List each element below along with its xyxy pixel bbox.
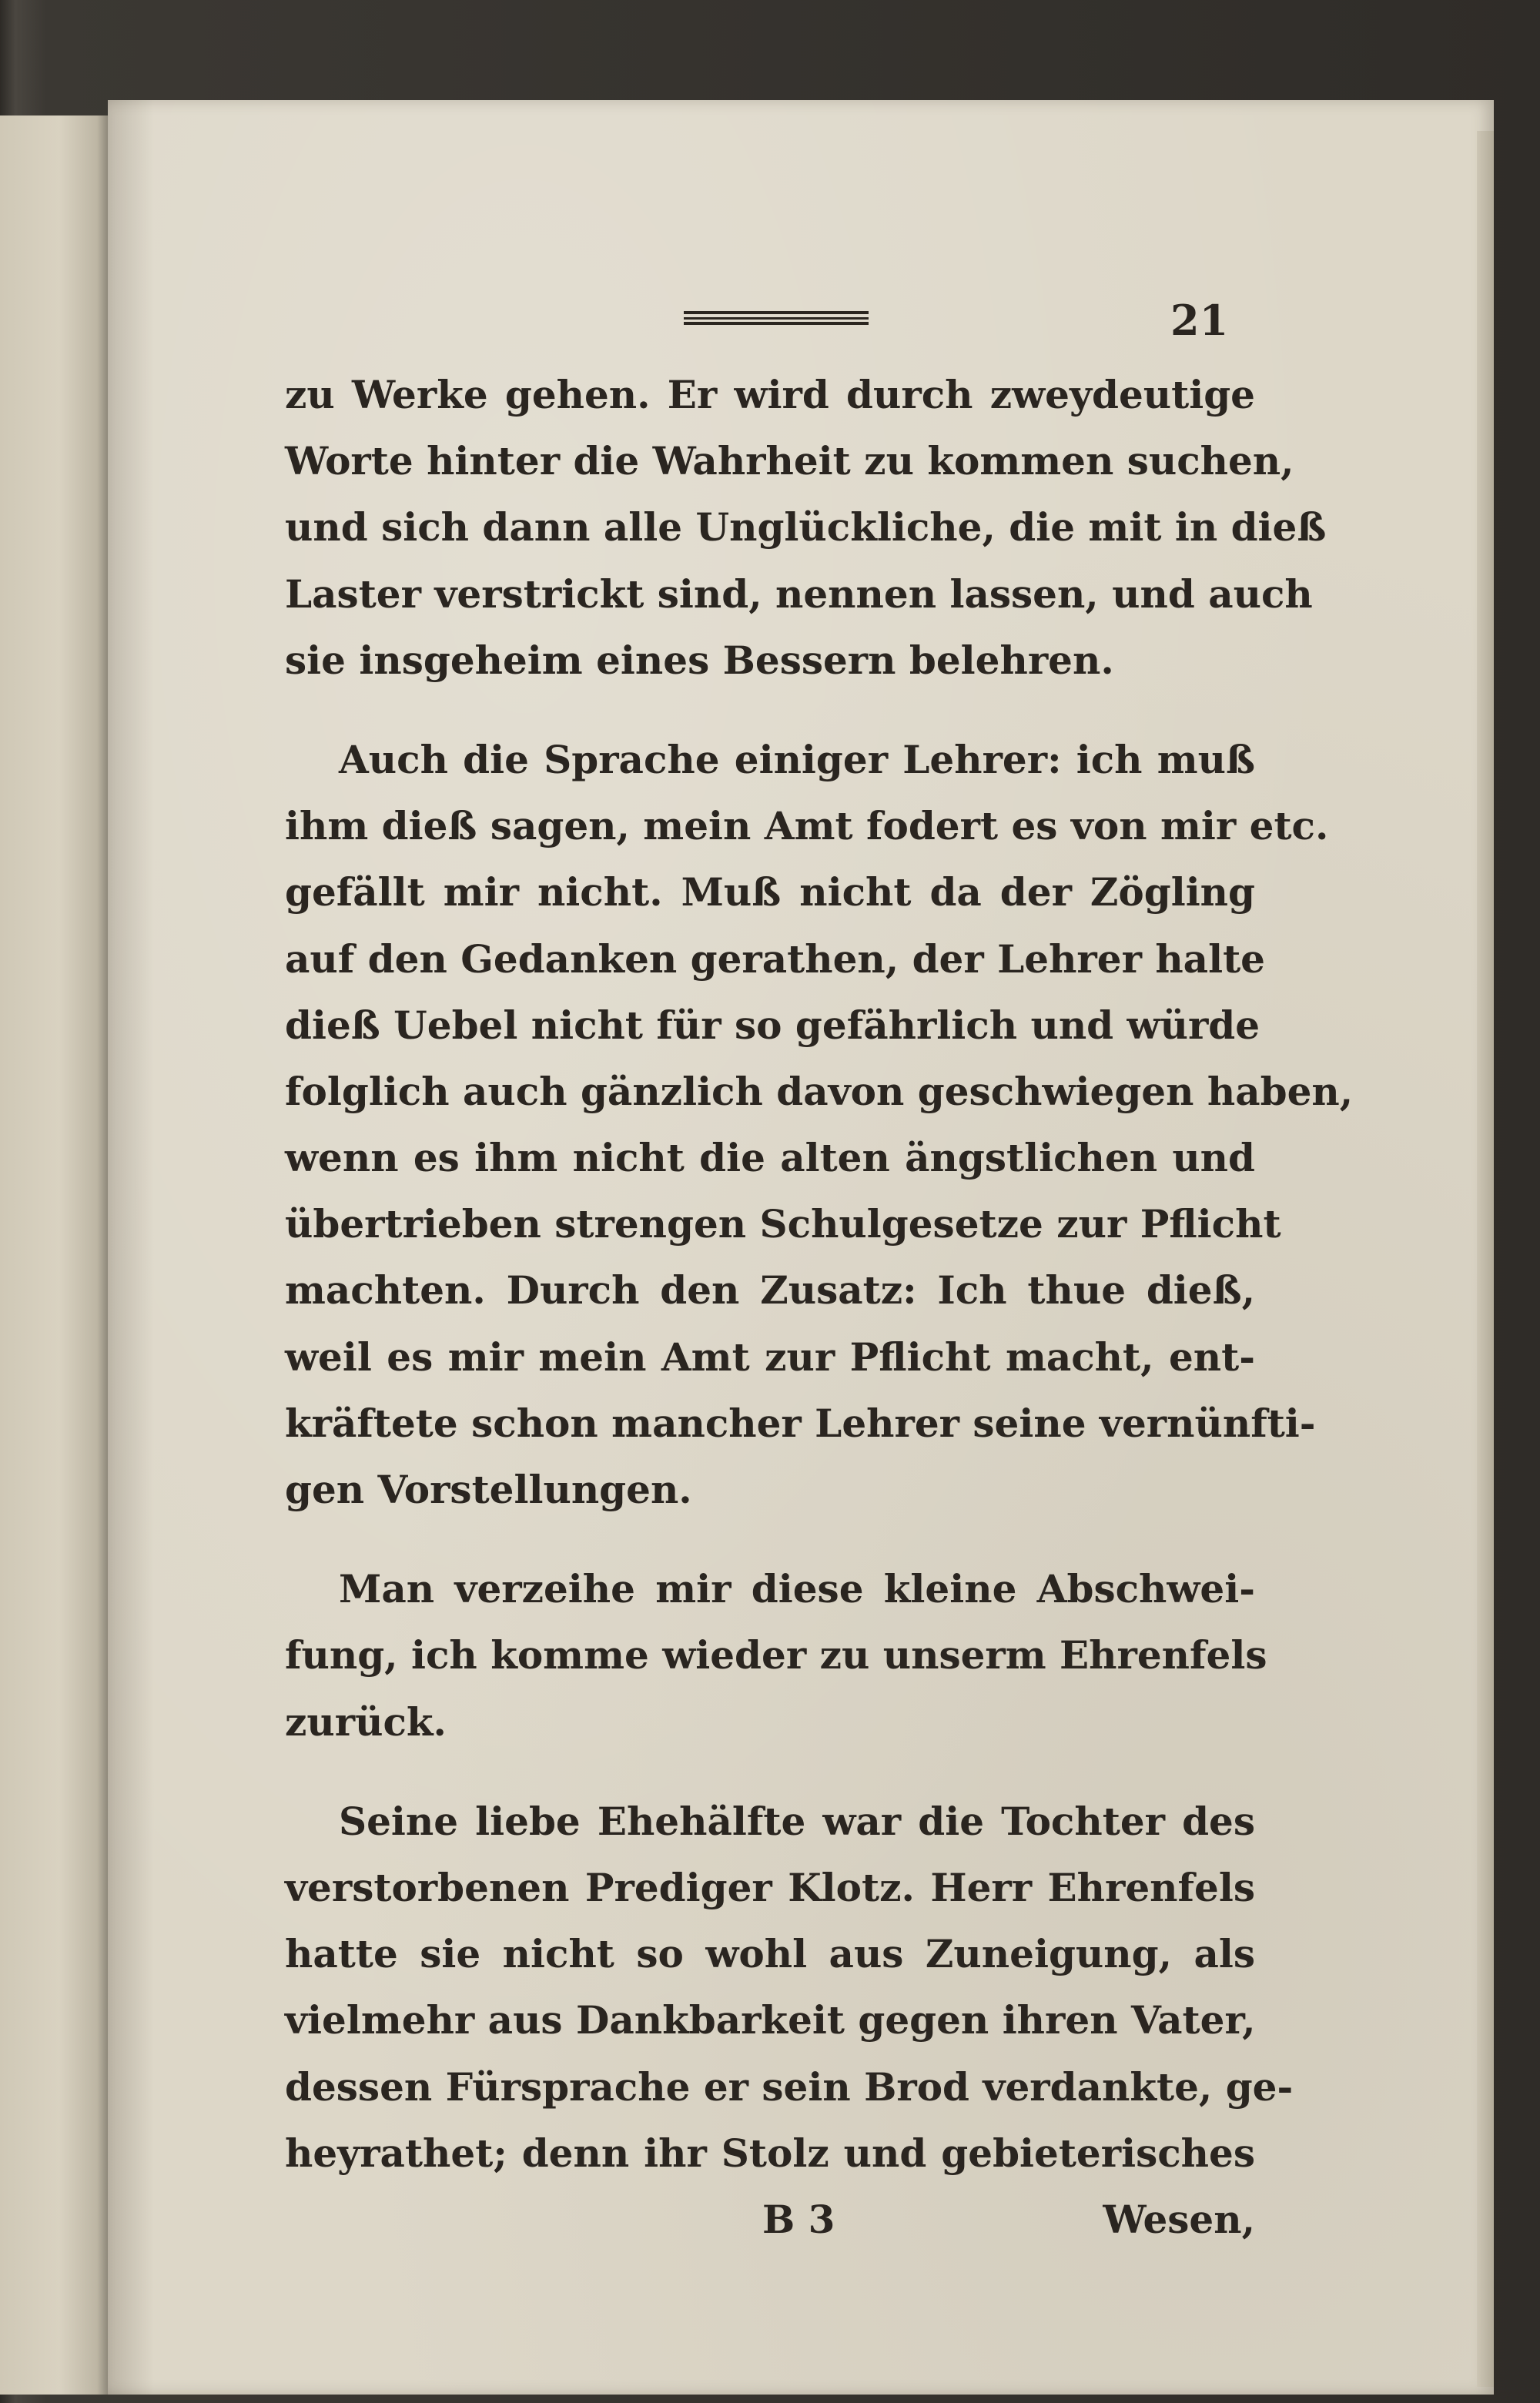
text-line: heyrathet; denn ihr Stolz und gebieterisches	[285, 2130, 1255, 2176]
text-line: Auch die Sprache einiger Lehrer: ich muß	[339, 736, 1255, 782]
text-line: weil es mir mein Amt zur Pflicht macht, ent-	[285, 1334, 1255, 1380]
text-line: zurück.	[285, 1698, 447, 1745]
catchword: Wesen,	[1103, 2196, 1255, 2242]
text-line: zu Werke gehen. Er wird durch zweydeutige	[285, 372, 1255, 417]
text-line: machten. Durch den Zusatz: Ich thue dieß,	[285, 1267, 1255, 1314]
text-line: Man verzeihe mir diese kleine Abschwei-	[339, 1566, 1255, 1612]
page-fore-edge	[1477, 131, 1494, 2387]
page-number: 21	[1170, 296, 1229, 345]
text-line: ihm dieß sagen, mein Amt fodert es von mir etc.	[285, 803, 1329, 849]
text-line: dieß Uebel nicht für so gefährlich und würde	[285, 1002, 1260, 1048]
signature-mark: B 3	[762, 2196, 835, 2242]
text-line: sie insgeheim eines Bessern belehren.	[285, 637, 1114, 683]
text-line: dessen Fürsprache er sein Brod verdankte, ge-	[285, 2063, 1294, 2110]
text-line: gen Vorstellungen.	[285, 1467, 692, 1512]
text-line: und sich dann alle Unglückliche, die mit in dieß	[285, 504, 1327, 551]
text-line: Worte hinter die Wahrheit zu kommen suchen,	[285, 438, 1294, 484]
text-line: Laster verstrickt sind, nennen lassen, und auch	[285, 571, 1313, 617]
text-line: hatte sie nicht so wohl aus Zuneigung, als	[285, 1931, 1255, 1977]
text-line: gefällt mir nicht. Muß nicht da der Zögling	[285, 869, 1255, 915]
text-line: auf den Gedanken gerathen, der Lehrer halte	[285, 935, 1265, 982]
header-rule-ornament	[684, 311, 869, 325]
footer-line	[285, 2187, 1255, 2253]
text-line: folglich auch gänzlich davon geschwiegen haben,	[285, 1068, 1354, 1114]
text-line: kräftete schon mancher Lehrer seine vernünfti-	[285, 1400, 1316, 1446]
text-line: verstorbenen Prediger Klotz. Herr Ehrenfels	[285, 1864, 1255, 1910]
text-line: Seine liebe Ehehälfte war die Tochter des	[339, 1798, 1255, 1844]
text-line: wenn es ihm nicht die alten ängstlichen und	[285, 1135, 1255, 1181]
body-text	[285, 362, 1354, 2253]
text-line: übertrieben strengen Schulgesetze zur Pflicht	[285, 1201, 1281, 1247]
text-line: fung, ich komme wieder zu unserm Ehrenfels	[285, 1632, 1267, 1678]
left-page-edge	[0, 115, 110, 2395]
text-line: vielmehr aus Dankbarkeit gegen ihren Vater,	[285, 1997, 1256, 2043]
